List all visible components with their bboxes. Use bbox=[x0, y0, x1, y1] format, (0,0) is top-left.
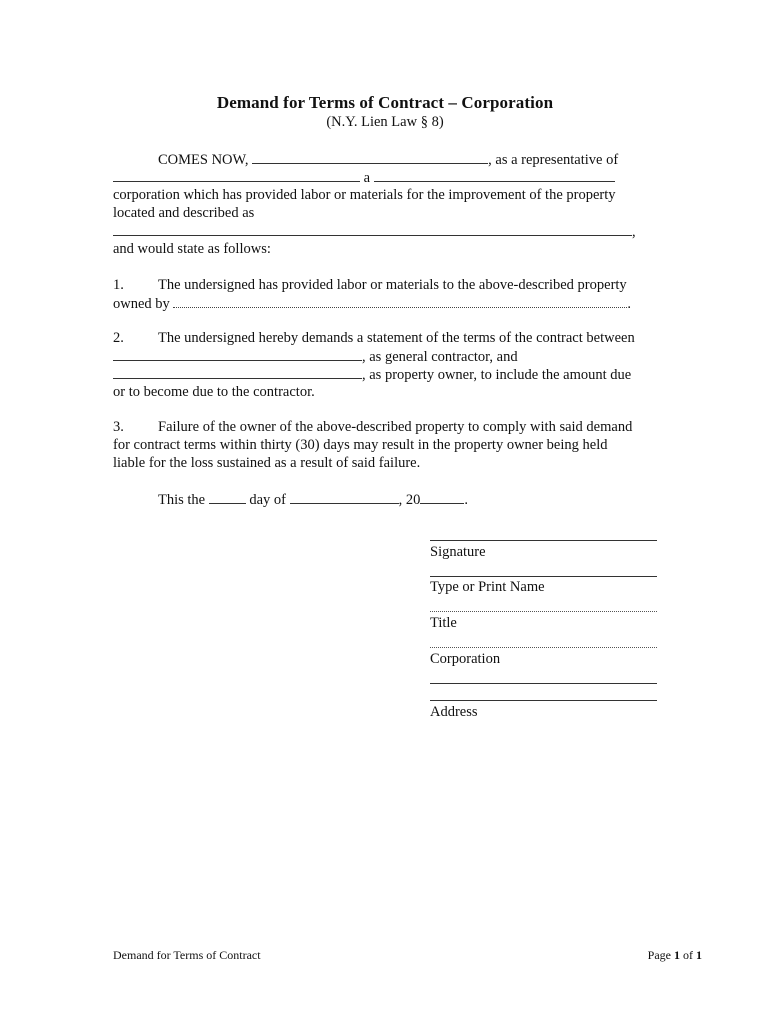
corporation-name-blank[interactable] bbox=[113, 168, 360, 182]
month-blank[interactable] bbox=[290, 490, 399, 504]
para1-line-2 bbox=[113, 294, 631, 313]
document-title: Demand for Terms of Contract – Corporation bbox=[216, 93, 554, 112]
general-contractor-blank[interactable] bbox=[113, 347, 362, 361]
para1-period: . bbox=[627, 296, 632, 312]
this-the-text: This the bbox=[158, 492, 206, 508]
para2-line-2 bbox=[113, 347, 518, 366]
corporation-label: Corporation bbox=[430, 651, 501, 667]
dateline-period: . bbox=[464, 492, 469, 508]
address-line-2[interactable] bbox=[430, 700, 657, 701]
page-total: 1 bbox=[696, 948, 702, 962]
intro-line-5 bbox=[113, 222, 636, 241]
para2-line-3 bbox=[113, 365, 631, 384]
general-contractor-text: , as general contractor, and bbox=[362, 349, 518, 365]
para1-number: 1. bbox=[113, 277, 124, 293]
property-owner-text: , as property owner, to include the amount due bbox=[362, 367, 632, 383]
dateline bbox=[158, 490, 468, 509]
para3-text-3: liable for the loss sustained as a result of said failure. bbox=[113, 455, 421, 471]
signature-line[interactable] bbox=[430, 540, 657, 541]
print-name-line[interactable] bbox=[430, 576, 657, 577]
page-current: 1 bbox=[674, 948, 680, 962]
comma-text: , bbox=[632, 224, 636, 240]
year-blank[interactable] bbox=[420, 490, 464, 504]
page-number bbox=[648, 948, 702, 963]
para2-line-4: or to become due to the contractor. bbox=[113, 384, 315, 400]
para3-text-1: Failure of the owner of the above-described property to comply with said demand bbox=[158, 419, 633, 435]
document-subtitle: (N.Y. Lien Law § 8) bbox=[326, 114, 444, 130]
owner-name-blank[interactable] bbox=[173, 294, 627, 308]
corporation-line[interactable] bbox=[430, 647, 657, 648]
title-line[interactable] bbox=[430, 611, 657, 612]
property-owner-blank[interactable] bbox=[113, 365, 362, 379]
footer-title: Demand for Terms of Contract bbox=[113, 948, 261, 962]
para2-text-1: The undersigned hereby demands a statement of the terms of the contract between bbox=[158, 330, 635, 346]
page-prefix: Page bbox=[647, 948, 671, 962]
representative-name-blank[interactable] bbox=[252, 150, 488, 164]
address-label: Address bbox=[430, 704, 478, 720]
page-of: of bbox=[683, 948, 693, 962]
intro-line-6: and would state as follows: bbox=[113, 241, 271, 257]
signature-label: Signature bbox=[430, 544, 486, 560]
para1-line-1 bbox=[113, 276, 124, 294]
day-blank[interactable] bbox=[209, 490, 246, 504]
intro-line-4: located and described as bbox=[113, 205, 255, 221]
day-of-text: day of bbox=[249, 492, 287, 508]
address-line-1[interactable] bbox=[430, 683, 657, 684]
comes-now-text: COMES NOW, bbox=[158, 152, 249, 168]
intro-line-3: corporation which has provided labor or materials for the improvement of the property bbox=[113, 187, 616, 203]
print-name-label: Type or Print Name bbox=[430, 579, 545, 595]
as-representative-text: , as a representative of bbox=[488, 152, 619, 168]
intro-line-1 bbox=[158, 150, 618, 169]
owned-by-text: owned by bbox=[113, 296, 170, 312]
corporation-type-blank[interactable] bbox=[374, 168, 615, 182]
a-text: a bbox=[363, 170, 371, 186]
title-label: Title bbox=[430, 615, 457, 631]
para2-number: 2. bbox=[113, 330, 124, 346]
property-description-blank[interactable] bbox=[113, 222, 632, 236]
para1-text-1: The undersigned has provided labor or materials to the above-described property bbox=[158, 277, 627, 293]
intro-line-2 bbox=[113, 168, 615, 187]
year-prefix-text: , 20 bbox=[398, 492, 421, 508]
para3-text-2: for contract terms within thirty (30) days may result in the property owner being held bbox=[113, 437, 608, 453]
para3-number: 3. bbox=[113, 419, 124, 435]
